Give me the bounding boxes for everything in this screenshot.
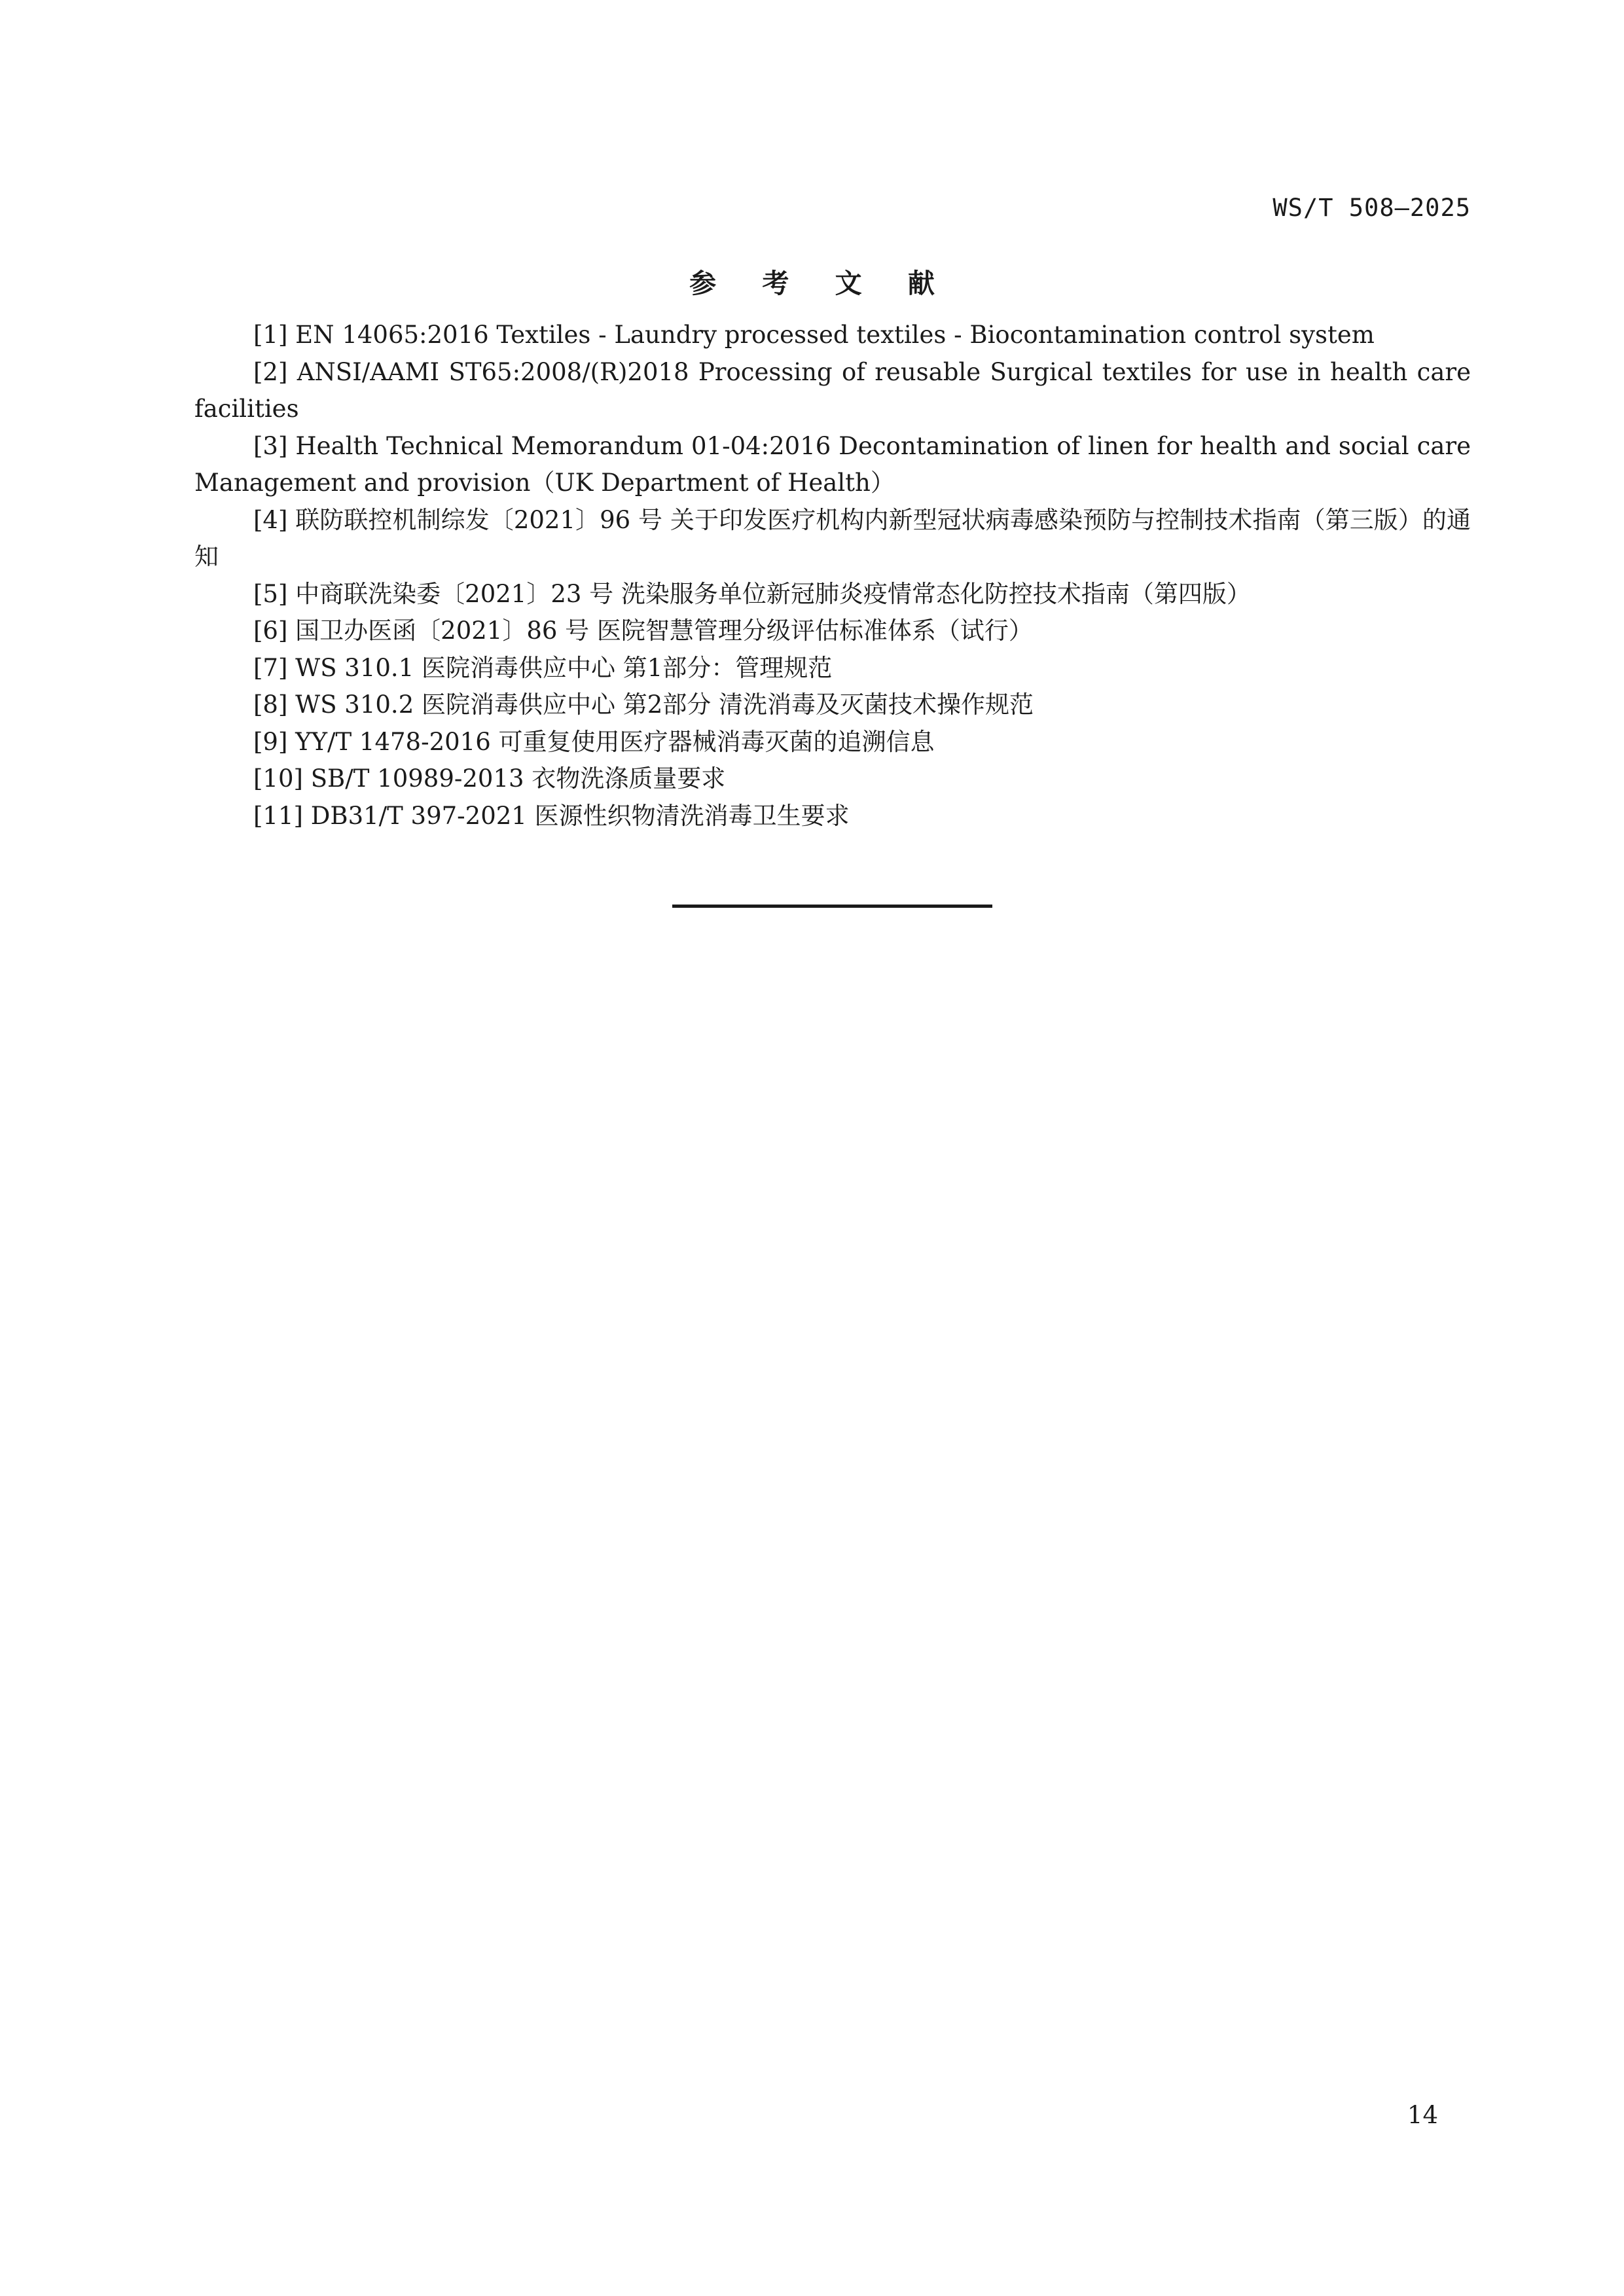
reference-item: [8] WS 310.2 医院消毒供应中心 第2部分 清洗消毒及灭菌技术操作规范 — [253, 691, 1034, 719]
reference-list — [194, 317, 1471, 834]
reference-item: [2] ANSI/AAMI ST65:2008/(R)2018 Processing of reusable Surgical textiles for use in health care facilities — [194, 357, 1471, 423]
reference-item: [3] Health Technical Memorandum 01-04:2016 Decontamination of linen for health and social care Management and provision（UK Department of Health） — [194, 431, 1471, 497]
reference-item: [4] 联防联控机制综发〔2021〕96 号 关于印发医疗机构内新型冠状病毒感染预防与控制技术指南（第三版）的通知 — [194, 505, 1471, 571]
reference-item: [1] EN 14065:2016 Textiles - Laundry processed textiles - Biocontamination control system — [253, 321, 1375, 349]
reference-item: [6] 国卫办医函〔2021〕86 号 医院智慧管理分级评估标准体系（试行） — [253, 617, 1033, 645]
page-number: 14 — [1407, 2101, 1438, 2129]
reference-item: [9] YY/T 1478-2016 可重复使用医疗器械消毒灭菌的追溯信息 — [253, 727, 935, 756]
document-code: WS/T 508—2025 — [1272, 194, 1471, 222]
reference-item: [7] WS 310.1 医院消毒供应中心 第1部分：管理规范 — [253, 653, 833, 682]
reference-item: [10] SB/T 10989-2013 衣物洗涤质量要求 — [253, 764, 726, 793]
references-title: 参 考 文 献 — [689, 268, 953, 299]
reference-item: [11] DB31/T 397-2021 医源性织物清洗消毒卫生要求 — [253, 801, 850, 830]
end-rule — [672, 905, 992, 908]
reference-item: [5] 中商联洗染委〔2021〕23 号 洗染服务单位新冠肺炎疫情常态化防控技术指南（第四版） — [253, 579, 1251, 608]
